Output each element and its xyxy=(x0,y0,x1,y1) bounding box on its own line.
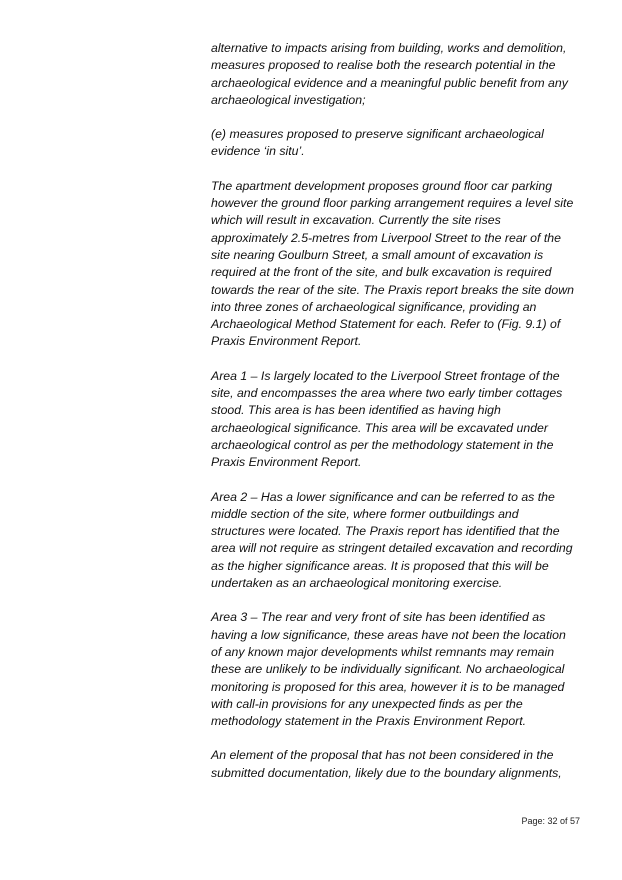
text-line: which will result in excavation. Currently the site rises xyxy=(211,213,501,228)
text-line: with call-in provisions for any unexpected finds as per the xyxy=(211,696,523,711)
text-line: archaeological evidence and a meaningful public benefit from any xyxy=(211,75,568,90)
paragraph-area-1 xyxy=(211,368,583,472)
text-line: required at the front of the site, and bulk excavation is required xyxy=(211,265,552,280)
text-line: approximately 2.5-metres from Liverpool Street to the rear of the xyxy=(211,230,561,245)
text-line: alternative to impacts arising from building, works and demolition, xyxy=(211,41,567,55)
paragraph-excavation-overview xyxy=(211,178,583,351)
text-line: site nearing Goulburn Street, a small amount of excavation is xyxy=(211,247,544,262)
text-line: Praxis Environment Report. xyxy=(211,455,362,470)
paragraph-area-3 xyxy=(211,609,583,730)
paragraph-unconsidered-element xyxy=(211,747,583,782)
text-line: The apartment development proposes ground floor car parking xyxy=(211,178,553,193)
text-line: having a low significance, these areas have not been the location xyxy=(211,627,566,642)
text-line: area will not require as stringent detailed excavation and recording xyxy=(211,541,573,556)
paragraph-area-2 xyxy=(211,489,583,593)
text-line: monitoring is proposed for this area, however it is to be managed xyxy=(211,679,565,694)
text-line: archaeological significance. This area will be excavated under xyxy=(211,420,548,435)
text-line: however the ground floor parking arrangement requires a level site xyxy=(211,196,574,211)
text-line: these are unlikely to be individually significant. No archaeological xyxy=(211,662,565,677)
text-line: into three zones of archaeological significance, providing an xyxy=(211,299,537,314)
paragraph-preserve-in-situ xyxy=(211,126,583,161)
text-line: archaeological investigation; xyxy=(211,92,366,107)
text-line: Area 1 – Is largely located to the Liverpool Street frontage of the xyxy=(211,368,560,383)
text-line: evidence ‘in situ’. xyxy=(211,144,305,159)
body-text xyxy=(211,40,583,799)
text-line: (e) measures proposed to preserve significant archaeological xyxy=(211,127,544,142)
text-line: submitted documentation, likely due to the boundary alignments, xyxy=(211,765,562,780)
text-line: An element of the proposal that has not been considered in the xyxy=(211,748,554,763)
text-line: structures were located. The Praxis report has identified that the xyxy=(211,524,560,539)
text-line: stood. This area is has been identified as having high xyxy=(211,403,501,418)
text-line: Area 3 – The rear and very front of site has been identified as xyxy=(211,610,546,625)
text-line: undertaken as an archaeological monitoring exercise. xyxy=(211,576,503,591)
text-line: Area 2 – Has a lower significance and can be referred to as the xyxy=(211,489,555,504)
page-number: Page: 32 of 57 xyxy=(521,816,580,826)
text-line: Archaeological Method Statement for each. Refer to (Fig. 9.1) of xyxy=(211,317,561,332)
text-line: Praxis Environment Report. xyxy=(211,334,362,349)
paragraph-intro-continuation xyxy=(211,40,583,109)
text-line: of any known major developments whilst remnants may remain xyxy=(211,644,555,659)
text-line: site, and encompasses the area where two early timber cottages xyxy=(211,386,563,401)
text-line: middle section of the site, where former outbuildings and xyxy=(211,506,519,521)
text-line: archaeological control as per the methodology statement in the xyxy=(211,437,554,452)
text-line: methodology statement in the Praxis Environment Report. xyxy=(211,714,527,729)
text-line: as the higher significance areas. It is proposed that this will be xyxy=(211,558,549,573)
text-line: towards the rear of the site. The Praxis report breaks the site down xyxy=(211,282,574,297)
text-line: measures proposed to realise both the research potential in the xyxy=(211,58,556,73)
